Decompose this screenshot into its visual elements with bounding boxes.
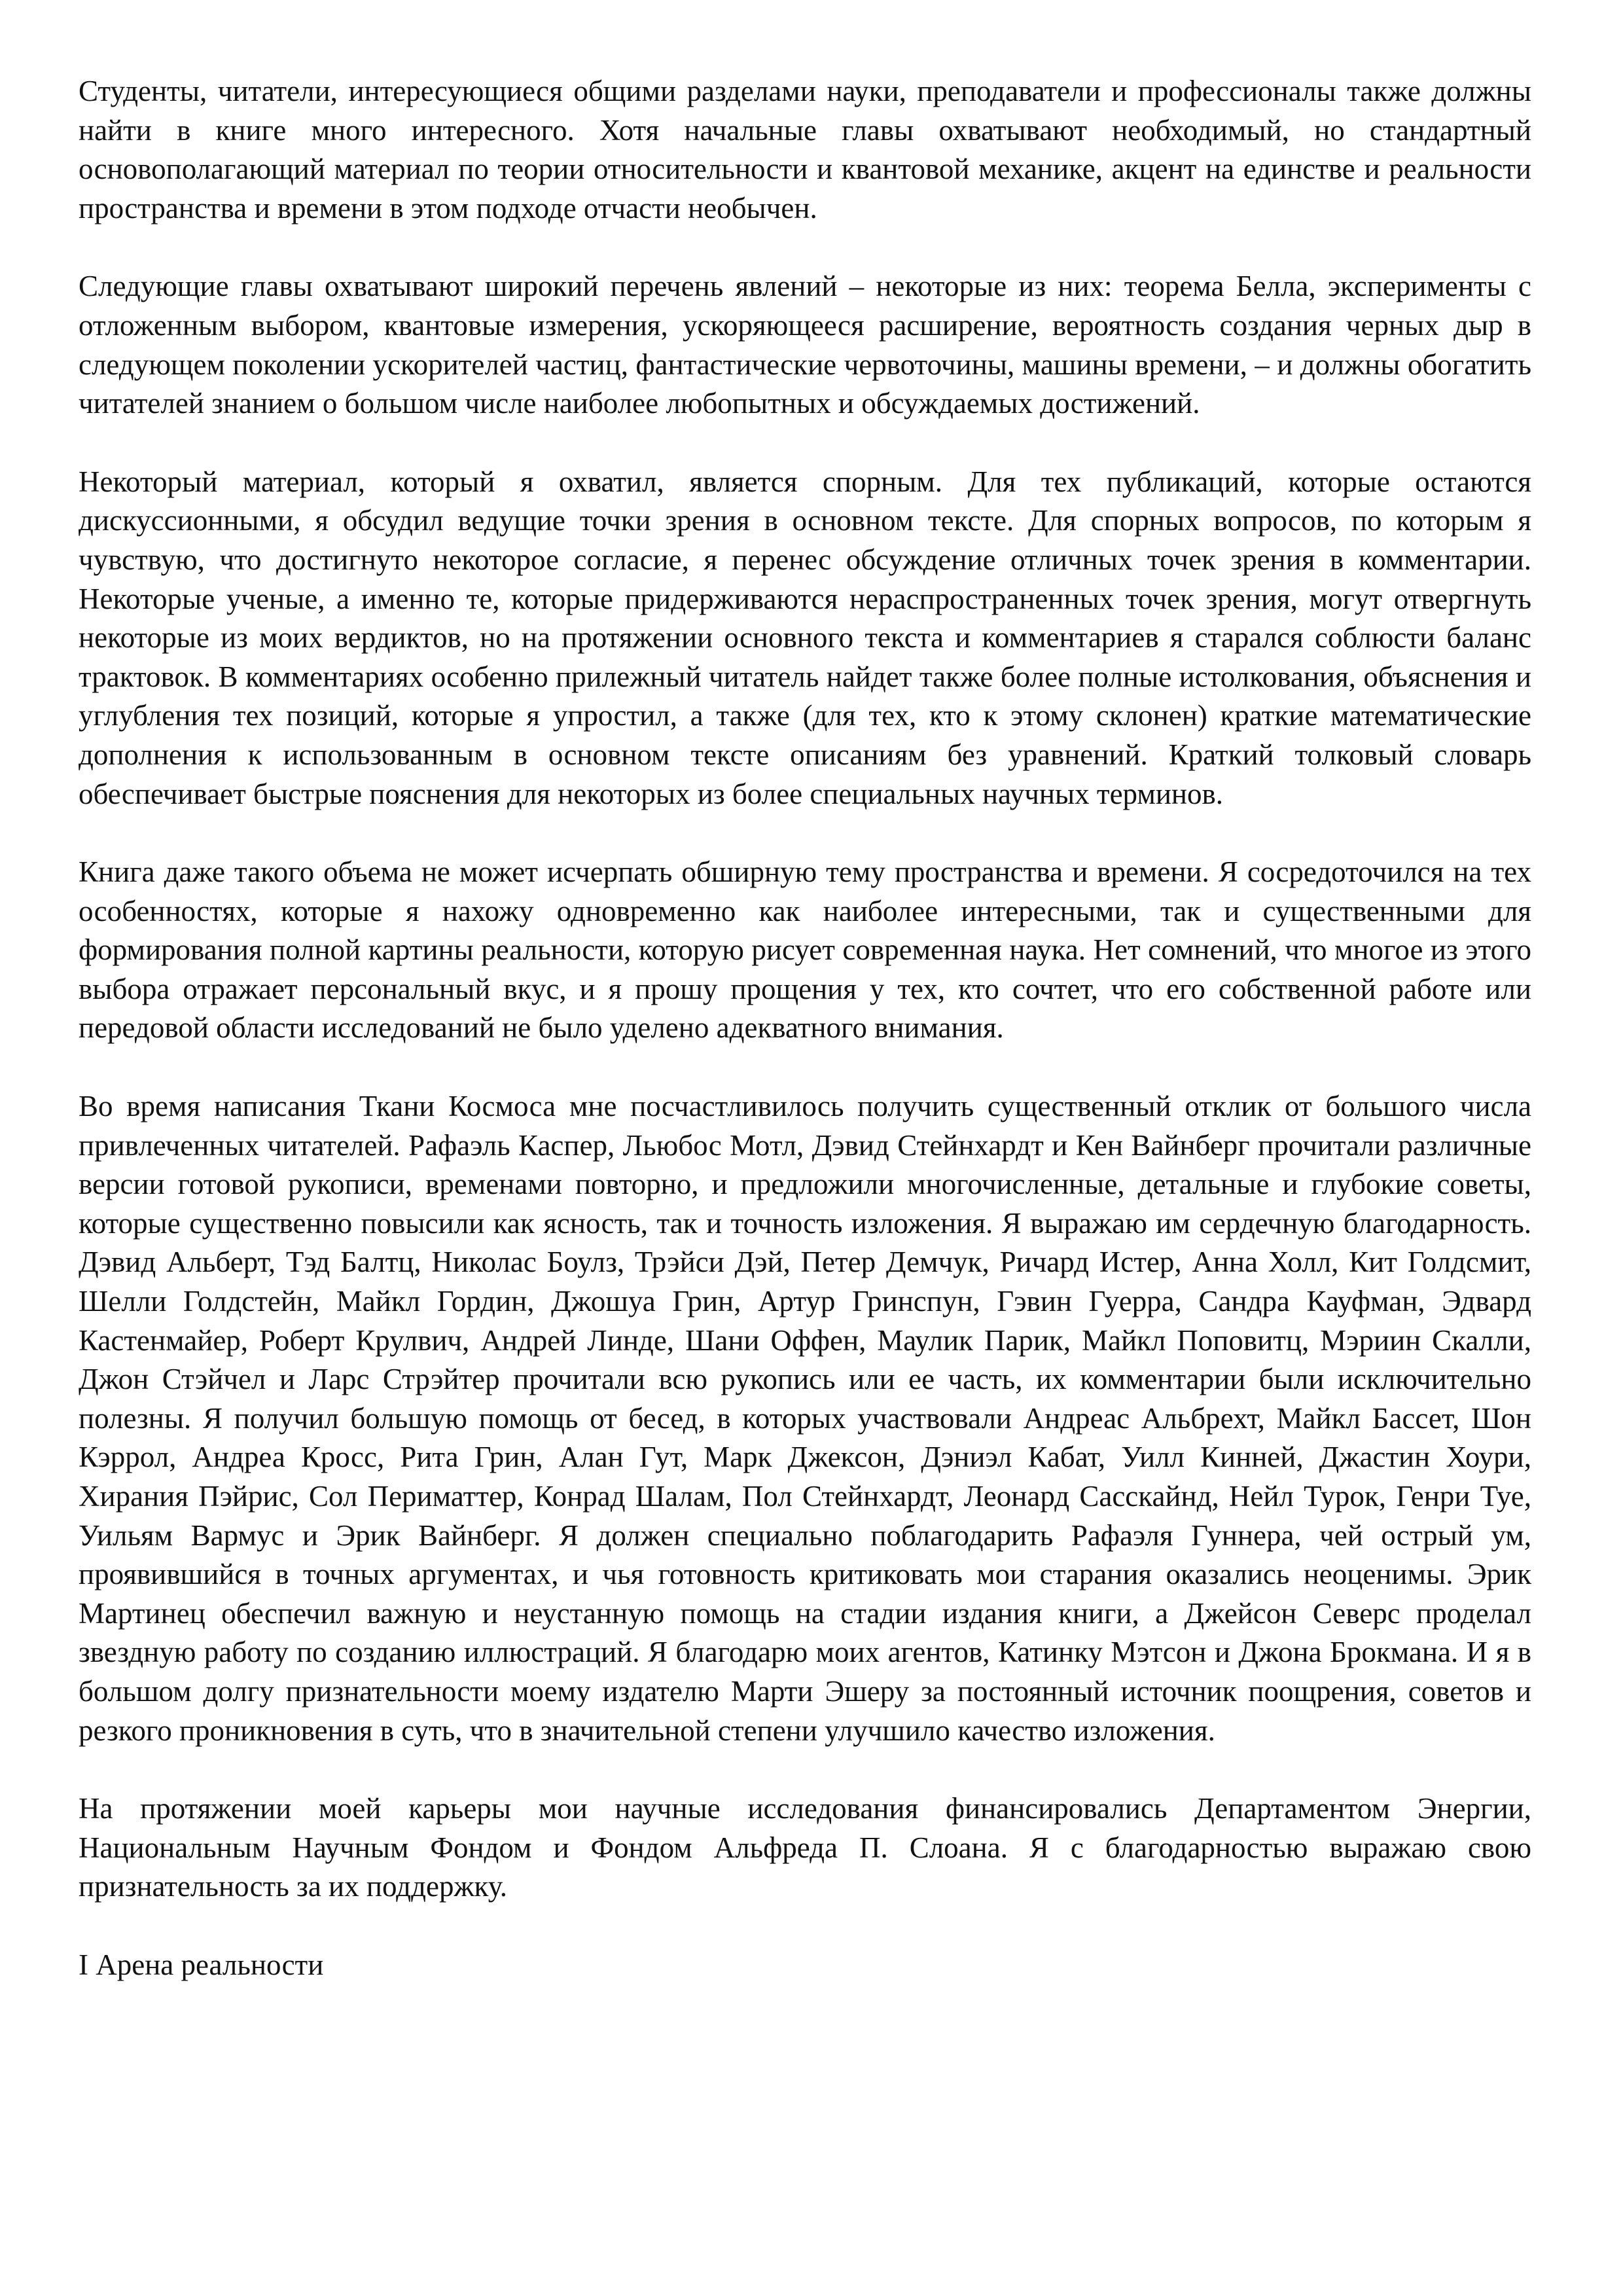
paragraph-controversial-material: Некоторый материал, который я охватил, является спорным. Для тех публикаций, которые остаются дискуссионными, я обсудил ведущие точки зрения в основном тексте. Для спорных вопросов, по которым я чувствую, что достигнуто некоторое согласие, я перенес обсуждение отличных точек зрения в комментарии. Некоторые ученые, а именно те, которые придерживаются нераспространенных точек зрения, могут отвергнуть некоторые из моих вердиктов, но на протяжении основного текста и комментариев я старался соблюсти баланс трактовок. В комментариях особенно прилежный читатель найдет также более полные истолкования, объяснения и углубления тех позиций, которые я упростил, а также (для тех, кто к этому склонен) краткие математические дополнения к использованным в основном тексте описаниям без уравнений. Краткий толковый словарь обеспечивает быстрые пояснения для некоторых из более специальных научных терминов. — [79, 465, 1531, 810]
section-heading: I Арена реальности — [79, 1948, 324, 1981]
document-page — [79, 72, 1531, 1985]
paragraph-acknowledgements: Во время написания Ткани Космоса мне посчастливилось получить существенный отклик от большого числа привлеченных читателей. Рафаэль Каспер, Льюбос Мотл, Дэвид Стейнхардт и Кен Вайнберг прочитали различные версии готовой рукописи, временами повторно, и предложили многочисленные, детальные и глубокие советы, которые существенно повысили как ясность, так и точность изложения. Я выражаю им сердечную благодарность. Дэвид Альберт, Тэд Балтц, Николас Боулз, Трэйси Дэй, Петер Демчук, Ричард Истер, Анна Холл, Кит Голдсмит, Шелли Голдстейн, Майкл Гордин, Джошуа Грин, Артур Гринспун, Гэвин Гуерра, Сандра Кауфман, Эдвард Кастенмайер, Роберт Крулвич, Андрей Линде, Шани Оффен, Маулик Парик, Майкл Поповитц, Мэриин Скалли, Джон Стэйчел и Ларс Стрэйтер прочитали всю рукопись или ее часть, их комментарии были исключительно полезны. Я получил большую помощь от бесед, в которых участвовали Андреас Альбрехт, Майкл Бассет, Шон Кэррол, Андреа Кросс, Рита Грин, Алан Гут, Марк Джексон, Дэниэл Кабат, Уилл Кинней, Джастин Хоури, Хирания Пэйрис, Сол Периматтер, Конрад Шалам, Пол Стейнхардт, Леонард Сасскайнд, Нейл Турок, Генри Туе, Уильям Вармус и Эрик Вайнберг. Я должен специально поблагодарить Рафаэля Гуннера, чей острый ум, проявившийся в точных аргументах, и чья готовность критиковать мои старания оказались неоценимы. Эрик Мартинец обеспечил важную и неустанную помощь на стадии издания книги, а Джейсон Северс проделал звездную работу по созданию иллюстраций. Я благодарю моих агентов, Катинку Мэтсон и Джона Брокмана. И я в большом долгу признательности моему издателю Марти Эшеру за постоянный источник поощрения, советов и резкого проникновения в суть, что в значительной степени улучшило качество изложения. — [79, 1090, 1531, 1747]
paragraph-funding: На протяжении моей карьеры мои научные исследования финансировались Департаментом Энергии, Национальным Научным Фондом и Фондом Альфреда П. Слоана. Я с благодарностью выражаю свою признательность за их поддержку. — [79, 1792, 1531, 1903]
paragraph-scope: Книга даже такого объема не может исчерпать обширную тему пространства и времени. Я сосредоточился на тех особенностях, которые я нахожу одновременно как наиболее интересными, так и существенными для формирования полной картины реальности, которую рисует современная наука. Нет сомнений, что многое из этого выбора отражает персональный вкус, и я прошу прощения у тех, кто сочтет, что его собственной работе или передовой области исследований не было уделено адекватного внимания. — [79, 855, 1531, 1045]
paragraph-topics: Следующие главы охватывают широкий перечень явлений – некоторые из них: теорема Белла, эксперименты с отложенным выбором, квантовые измерения, ускоряющееся расширение, вероятность создания черных дыр в следующем поколении ускорителей частиц, фантастические червоточины, машины времени, – и должны обогатить читателей знанием о большом числе наиболее любопытных и обсуждаемых достижений. — [79, 270, 1531, 420]
paragraph-audience: Студенты, читатели, интересующиеся общими разделами науки, преподаватели и профессионалы также должны найти в книге много интересного. Хотя начальные главы охватывают необходимый, но стандартный основополагающий материал по теории относительности и квантовой механике, акцент на единстве и реальности пространства и времени в этом подходе отчасти необычен. — [79, 75, 1531, 224]
